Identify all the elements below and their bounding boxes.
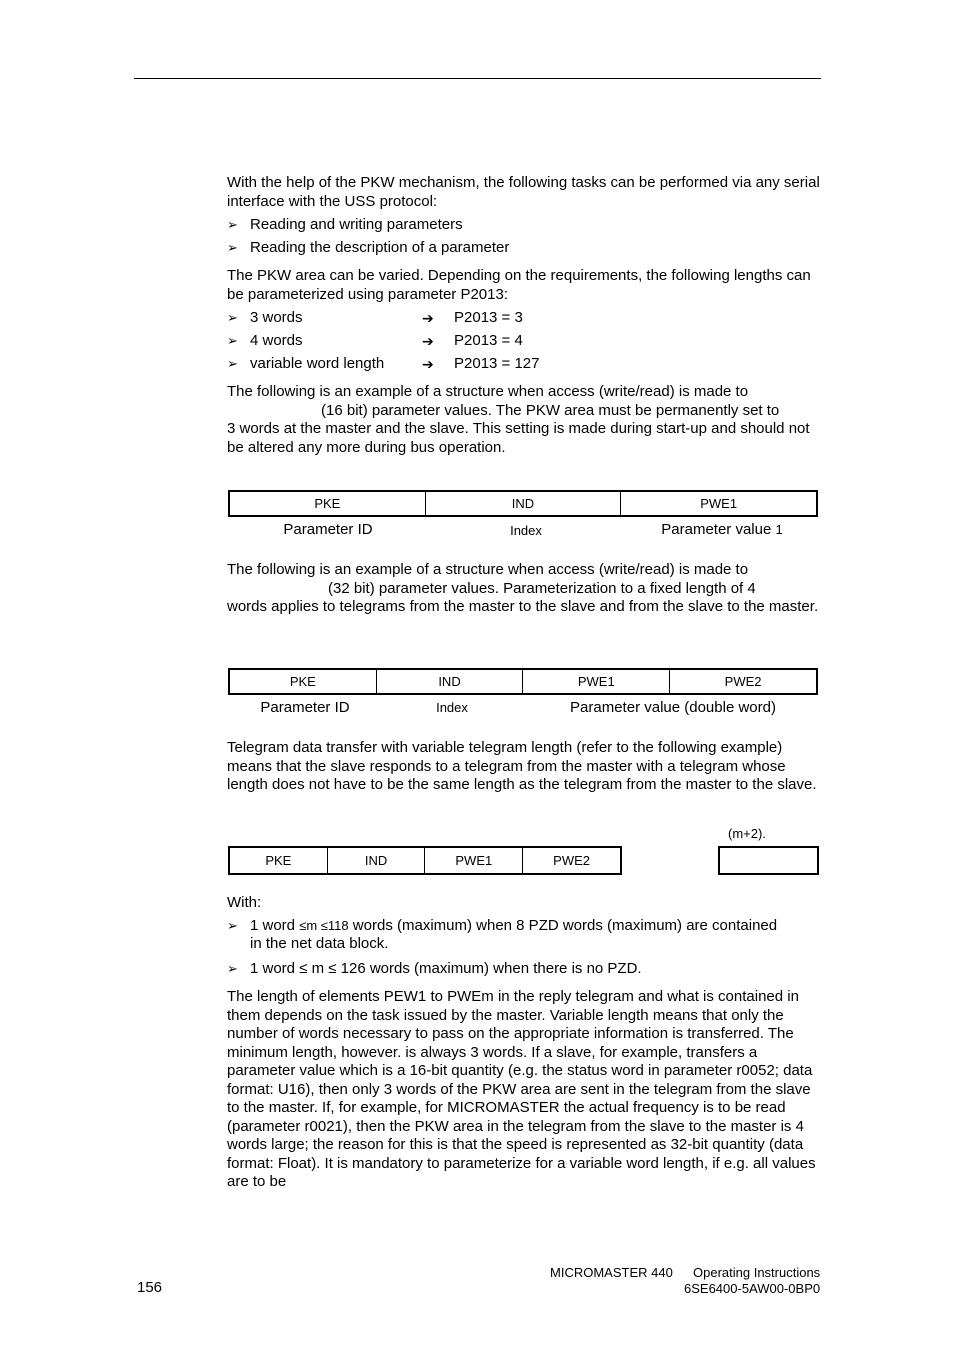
b1-post: words (maximum) when 8 PZD words (maximum) are contained — [348, 917, 778, 934]
example1-paragraph — [227, 383, 827, 457]
intro-paragraph: With the help of the PKW mechanism, the following tasks can be performed via any serial interface with the USS protocol: — [227, 174, 820, 210]
telegram-3-words — [228, 490, 818, 517]
variable-length-paragraph: The length of elements PEW1 to PWEm in the reply telegram and what is contained in them depends on the task issued by the master. Variable length means that only the number of words necessary to pass on the appropriate information is transferred. The minimum length, however. is always 3 words. If a slave, for example, transfers a parameter value which is a 16-bit quantity (e.g. the status word in parameter r0052; data format: U16), then only 3 words of the PKW area are sent in the telegram from the slave to the master. If, for example, for MICROMASTER the actual frequency is to be read (parameter r0021), then the PKW area in the telegram from the slave to the master is 4 words large; the reason for this is that the speed is represented as 32-bit quantity (data format: Float). It is mandatory to parameterize for a variable word length, if e.g. all values are to be — [227, 988, 816, 1190]
label-index: Index — [436, 700, 468, 715]
right-arrow-icon: ➔ — [422, 333, 434, 349]
length-label: variable word length — [250, 355, 385, 372]
example2-rest: words applies to telegrams from the master to the slave and from the slave to the master. — [227, 598, 819, 615]
b1-pre: 1 word — [250, 917, 300, 934]
cell-pwe2: PWE2 — [670, 669, 817, 694]
bullet-text: Reading and writing parameters — [250, 216, 463, 233]
cell-ind: IND — [425, 491, 621, 516]
header-rule — [134, 78, 821, 79]
footer-order-number: 6SE6400-5AW00-0BP0 — [684, 1281, 821, 1296]
footer-product: MICROMASTER 440 — [550, 1265, 673, 1280]
cell-pwe2: PWE2 — [523, 847, 621, 874]
m-plus-2-label: (m+2). — [728, 826, 766, 841]
cell-pke: PKE — [229, 847, 327, 874]
example3-paragraph: Telegram data transfer with variable telegram length (refer to the following example) means that the slave responds to a telegram from the master with a telegram whose length does not have to be the same length as the telegram from the master to the slave. — [227, 739, 817, 793]
example1-rest: 3 words at the master and the slave. This setting is made during start-up and should not be altered any more during bus operation. — [227, 420, 810, 456]
b1-cont: in the net data block. — [250, 935, 389, 952]
bullet-arrow-icon: ➢ — [227, 217, 238, 232]
bullet-arrow-icon: ➢ — [227, 240, 238, 255]
bullet-arrow-icon: ➢ — [227, 918, 238, 933]
bullet-with-pzd-text — [250, 917, 827, 953]
bullet-text: 1 word ≤ m ≤ 126 words (maximum) when there is no PZD. — [250, 960, 642, 977]
cell-ind: IND — [376, 669, 523, 694]
length-value: P2013 = 127 — [454, 355, 540, 372]
length-label: 4 words — [250, 332, 303, 349]
page-number: 156 — [137, 1279, 163, 1296]
cell-pwem-empty — [718, 846, 819, 875]
bullet-text: Reading the description of a parameter — [250, 239, 510, 256]
label-parameter-value-double: Parameter value (double word) — [570, 699, 776, 716]
cell-ind: IND — [327, 847, 425, 874]
length-label: 3 words — [250, 309, 303, 326]
right-arrow-icon: ➔ — [422, 356, 434, 372]
example1-line2: (16 bit) parameter values. The PKW area must be permanently set to — [321, 401, 780, 419]
cell-pke: PKE — [229, 669, 376, 694]
telegram-variable-length — [228, 846, 622, 875]
label-parameter-value — [622, 521, 822, 538]
length-value: P2013 = 4 — [454, 332, 523, 349]
length-value: P2013 = 3 — [454, 309, 523, 326]
telegram-4-words — [228, 668, 818, 695]
label-parameter-id: Parameter ID — [260, 699, 350, 716]
cell-pke: PKE — [229, 491, 425, 516]
cell-pwe1: PWE1 — [621, 491, 817, 516]
bullet-arrow-icon: ➢ — [227, 333, 238, 348]
label-parameter-id: Parameter ID — [283, 521, 373, 538]
bullet-arrow-icon: ➢ — [227, 356, 238, 371]
example2-line2: (32 bit) parameter values. Parameterization to a fixed length of 4 — [328, 579, 756, 597]
example2-paragraph — [227, 561, 827, 617]
label-parameter-value-text: Parameter value — [661, 521, 772, 538]
example2-line1: The following is an example of a structure when access (write/read) is made to — [227, 561, 749, 578]
label-parameter-value-number: 1 — [775, 522, 783, 537]
label-index: Index — [510, 523, 542, 538]
bullet-with-pzd — [227, 917, 827, 953]
b1-small: ≤m ≤118 — [299, 918, 349, 933]
example1-line1: The following is an example of a structure when access (write/read) is made to — [227, 383, 749, 400]
right-arrow-icon: ➔ — [422, 310, 434, 326]
cell-pwe1: PWE1 — [425, 847, 523, 874]
cell-pwe1: PWE1 — [523, 669, 670, 694]
bullet-arrow-icon: ➢ — [227, 310, 238, 325]
footer-doc-type: Operating Instructions — [693, 1265, 821, 1280]
pkw-area-paragraph: The PKW area can be varied. Depending on the requirements, the following lengths can be parameterized using parameter P2013: — [227, 267, 811, 303]
bullet-arrow-icon: ➢ — [227, 961, 238, 976]
with-heading: With: — [227, 894, 262, 911]
